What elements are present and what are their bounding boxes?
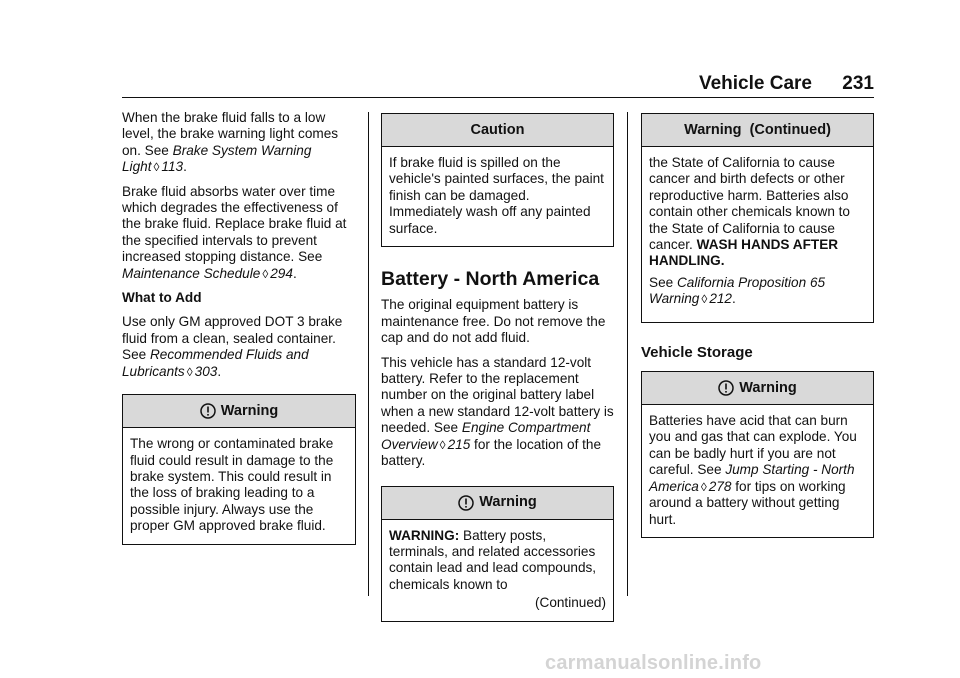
warning-continued-header: Warning (Continued) (642, 114, 873, 147)
column-3 (641, 110, 874, 538)
paragraph-maintenance-free: The original equipment battery is maintenance free. Do not remove the cap and do not add fluid. (381, 297, 606, 346)
continued-label: (Continued) (534, 595, 606, 611)
column-2 (381, 110, 614, 622)
heading-battery: Battery - North America (381, 268, 600, 291)
page-ref-icon: ◊ (262, 266, 269, 281)
paragraph-brake-warning: When the brake fluid falls to a low level, the brake warning light comes on. See Brake System Warning Light ◊ 113. (122, 110, 339, 175)
warning-continued-box (641, 113, 874, 323)
warning-body: WARNING: Battery posts, terminals, and related accessories contain lead and lead compounds, chemicals known to (Continued) (389, 527, 606, 611)
xref-link[interactable]: Engine Compartment Overview (381, 420, 591, 452)
warning-header: Warning (123, 395, 355, 428)
xref-page[interactable]: 294 (270, 265, 293, 281)
xref-page[interactable]: 212 (709, 291, 732, 307)
xref-page[interactable]: 278 (708, 478, 732, 494)
xref-link[interactable]: Recommended Fluids and Lubricants (122, 347, 309, 379)
column-divider-2 (627, 112, 628, 596)
xref-link[interactable]: Brake System Warning Light (122, 142, 312, 175)
column-1 (122, 110, 356, 545)
page-ref-icon: ◊ (701, 292, 708, 307)
warning-icon (718, 380, 734, 396)
warning-icon (458, 495, 474, 511)
warning-box (641, 371, 874, 538)
xref-link[interactable]: Maintenance Schedule (122, 265, 261, 281)
caution-box (381, 113, 614, 247)
page-ref-icon: ◊ (186, 364, 193, 379)
caution-header: Caution (382, 114, 613, 147)
watermark: carmanualsonline.info (545, 652, 762, 674)
xref-link[interactable]: Jump Starting - North America (649, 462, 855, 494)
page-ref-icon: ◊ (439, 437, 446, 452)
warning-body: The wrong or contaminated brake fluid could result in damage to the brake system. This could result in the loss of braking leading to a possible injury. Always use the proper GM approved brake fluid. (130, 436, 334, 534)
warning-header: Warning (642, 372, 873, 405)
running-header (122, 71, 874, 98)
header-rule (122, 97, 874, 98)
paragraph-use-only: Use only GM approved DOT 3 brake fluid from a clean, sealed container. See Recommended Fluids and Lubricants ◊ 303. (122, 314, 343, 379)
warning-body: Batteries have acid that can burn you and gas that can explode. You can be badly hurt if you are not careful. See Jump Starting - North America ◊ 278 for tips on working around a battery without getting hurt. (649, 413, 857, 527)
warning-header: Warning (382, 487, 613, 520)
paragraph-12-volt: This vehicle has a standard 12-volt battery. Refer to the replacement number on the original battery label when a new standard 12-volt battery is needed. See Engine Compartment Overview ◊ 215 for the location of the battery. (381, 354, 614, 469)
heading-vehicle-storage: Vehicle Storage (641, 343, 753, 361)
warning-icon (200, 403, 216, 419)
warning-box (381, 486, 614, 622)
xref-link[interactable]: California Proposition 65 Warning (649, 274, 826, 307)
warning-continued-body: the State of California to cause cancer and birth defects or other reproductive harm. Batteries also contain other chemicals known to the State of California to cause cancer. WASH HANDS AFTER HANDLING. See California Proposition 65 Warning ◊ 212. (649, 155, 850, 307)
paragraph-fluid-absorbs: Brake fluid absorbs water over time which degrades the effectiveness of the brake fluid. Replace brake fluid at the specified intervals to prevent increased stopping distance. See Maintenance Schedule ◊ 294. (122, 183, 347, 281)
xref-page[interactable]: 113 (161, 159, 184, 175)
xref-page[interactable]: 303 (194, 363, 218, 379)
subheading-what-to-add: What to Add (122, 290, 202, 306)
warning-box (122, 394, 356, 544)
caution-body: If brake fluid is spilled on the vehicle's painted surfaces, the paint finish can be damaged. Immediately wash off any painted surface. (389, 155, 604, 236)
page-number: 231 (842, 73, 874, 94)
page-ref-icon: ◊ (700, 479, 707, 494)
section-title: Vehicle Care (698, 73, 812, 94)
xref-page[interactable]: 215 (447, 436, 471, 452)
page-ref-icon: ◊ (153, 160, 160, 175)
column-divider-1 (368, 112, 369, 596)
